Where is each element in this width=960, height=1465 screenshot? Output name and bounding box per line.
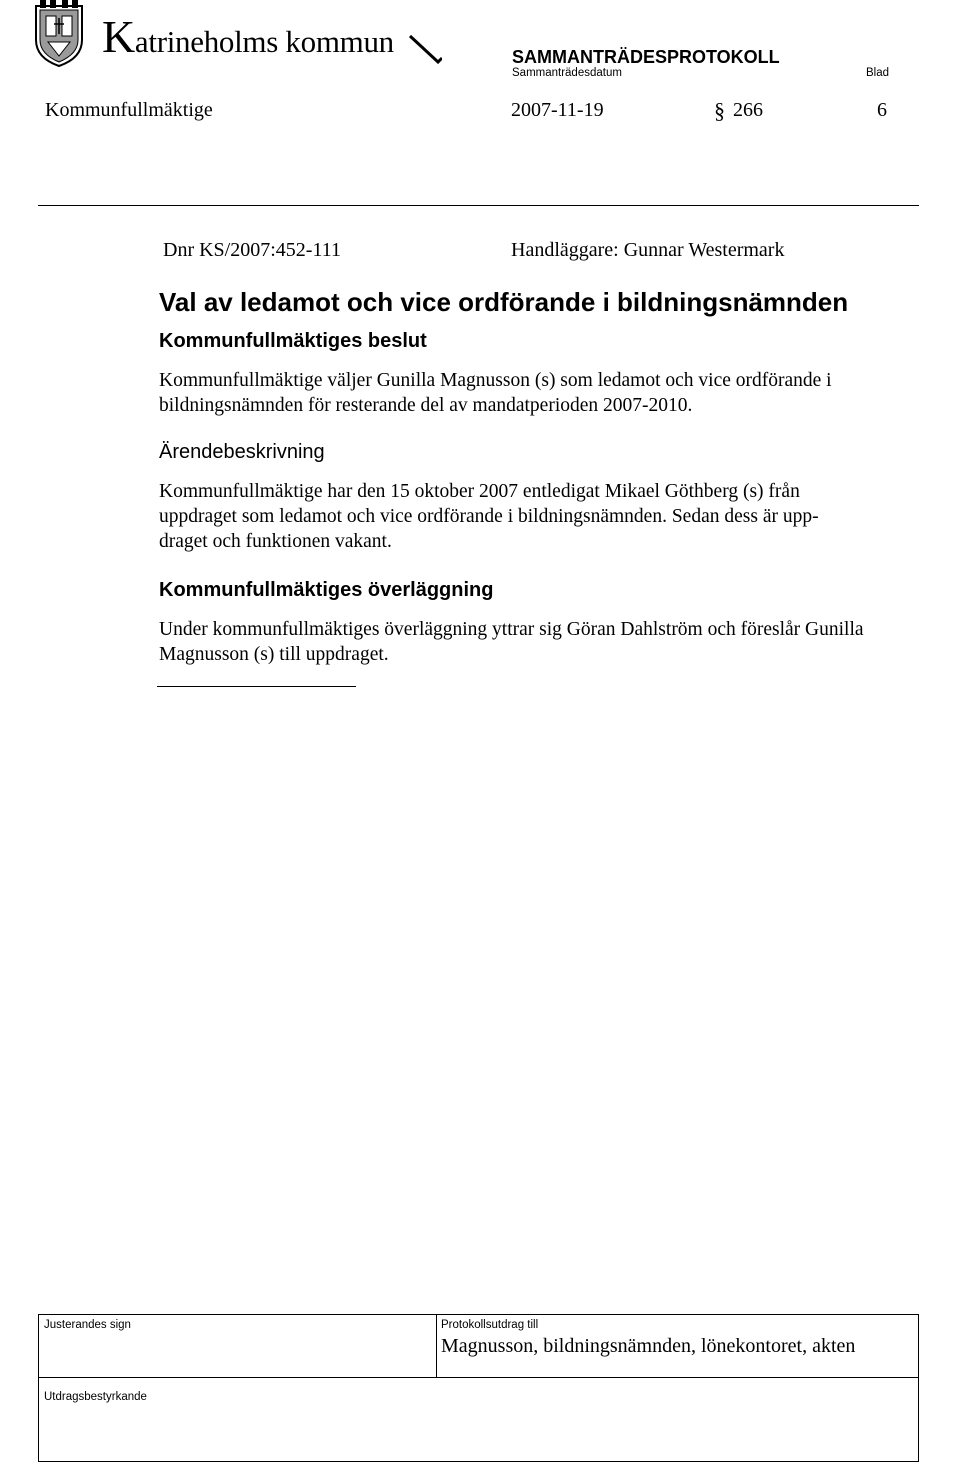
logo-name: atrineholms kommun <box>134 24 394 59</box>
signature-label: Justerandes sign <box>44 1319 131 1331</box>
meeting-date-label: Sammanträdesdatum <box>512 67 622 79</box>
section-sign: § <box>714 98 725 123</box>
extract-label: Protokollsutdrag till <box>441 1319 539 1331</box>
certification-label: Utdragsbestyrkande <box>44 1391 147 1403</box>
case-handler: Handläggare: Gunnar Westermark <box>511 239 785 261</box>
section-end-rule <box>157 686 356 687</box>
header-divider <box>38 205 919 206</box>
municipal-seal-icon <box>30 0 88 68</box>
section-number: 266 <box>733 99 763 121</box>
page-label: Blad <box>866 67 890 79</box>
footer-horizontal-divider <box>38 1377 919 1378</box>
description-text <box>159 479 921 554</box>
logo-swoosh-icon <box>408 34 442 64</box>
case-number: Dnr KS/2007:452-111 <box>163 239 341 261</box>
description-line: Kommunfullmäktige har den 15 oktober 2007 entledigat Mikael Göthberg (s) från <box>159 481 800 502</box>
description-line: draget och funktionen vakant. <box>159 531 392 552</box>
footer-vertical-divider <box>436 1314 437 1378</box>
decision-text: Kommunfullmäktige väljer Gunilla Magnusson (s) som ledamot och vice ordförande i bildningsnämnden för resterande del av mandatperioden 2007-2010. <box>159 370 832 416</box>
document-type: SAMMANTRÄDESPROTOKOLL <box>512 47 780 67</box>
body-name: Kommunfullmäktige <box>45 99 213 121</box>
description-heading: Ärendebeskrivning <box>159 441 325 463</box>
municipality-logo-text <box>102 11 394 62</box>
decision-heading: Kommunfullmäktiges beslut <box>159 330 427 352</box>
description-line: uppdraget som ledamot och vice ordförande i bildningsnämnden. Sedan dess är upp- <box>159 506 819 527</box>
deliberation-heading: Kommunfullmäktiges överläggning <box>159 579 494 601</box>
page-number: 6 <box>877 99 887 121</box>
logo-initial: K <box>102 11 135 62</box>
item-title: Val av ledamot och vice ordförande i bildningsnämnden <box>159 287 849 317</box>
deliberation-text: Under kommunfullmäktiges överläggning yttrar sig Göran Dahlström och föreslår Gunilla Magnusson (s) till uppdraget. <box>159 619 864 665</box>
meeting-date: 2007-11-19 <box>511 99 604 121</box>
extract-recipients: Magnusson, bildningsnämnden, lönekontoret, akten <box>441 1335 856 1357</box>
